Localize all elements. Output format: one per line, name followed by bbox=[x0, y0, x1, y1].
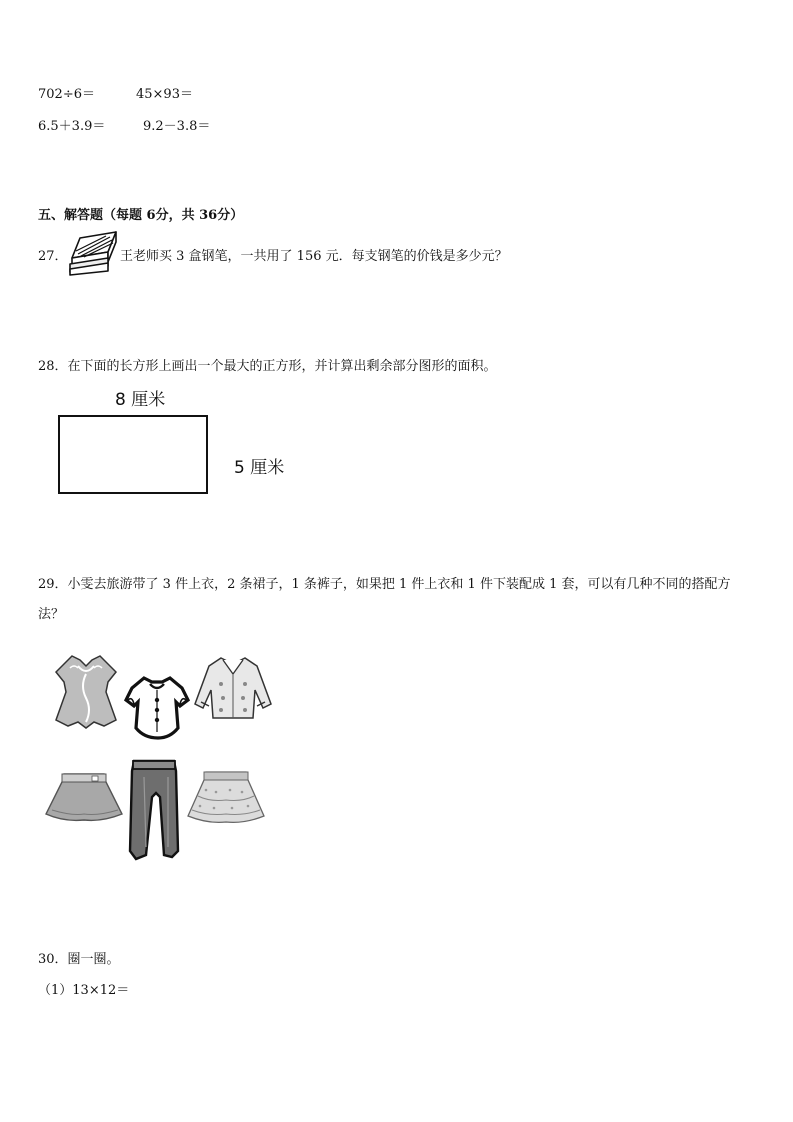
calc-expression-2: 45×93＝ bbox=[136, 87, 193, 102]
q30-sub1: （1）13×12＝ bbox=[38, 983, 130, 998]
section-heading: 五、解答题（每题 6分，共 36分） bbox=[38, 208, 244, 223]
skirt-icon bbox=[42, 770, 126, 824]
q30-title: 30．圈一圈。 bbox=[38, 952, 120, 967]
q29-text-line2: 法？ bbox=[38, 607, 65, 622]
q27-number: 27． bbox=[38, 249, 68, 264]
q27-text: 王老师买 3 盒钢笔，一共用了 156 元．每支钢笔的价钱是多少元？ bbox=[120, 249, 508, 264]
blouse-top-icon bbox=[193, 654, 273, 724]
knit-top-icon bbox=[124, 672, 190, 742]
lace-skirt-icon bbox=[186, 768, 266, 828]
q28-text: 28．在下面的长方形上画出一个最大的正方形，并计算出剩余部分图形的面积。 bbox=[38, 359, 497, 374]
height-label: 5 厘米 bbox=[234, 458, 285, 478]
calc-expression-3: 6.5＋3.9＝ bbox=[38, 119, 106, 134]
width-label: 8 厘米 bbox=[115, 390, 166, 410]
calc-expression-1: 702÷6＝ bbox=[38, 87, 95, 102]
rectangle-figure bbox=[58, 415, 208, 494]
q29-text-line1: 29．小雯去旅游带了 3 件上衣，2 条裙子，1 条裤子，如果把 1 件上衣和 1 件下装配成 1 套，可以有几种不同的搭配方 bbox=[38, 577, 731, 592]
calc-expression-4: 9.2－3.8＝ bbox=[143, 119, 211, 134]
trousers-icon bbox=[124, 757, 184, 863]
dress-top-icon bbox=[50, 652, 122, 730]
pen-box-icon bbox=[66, 228, 120, 276]
